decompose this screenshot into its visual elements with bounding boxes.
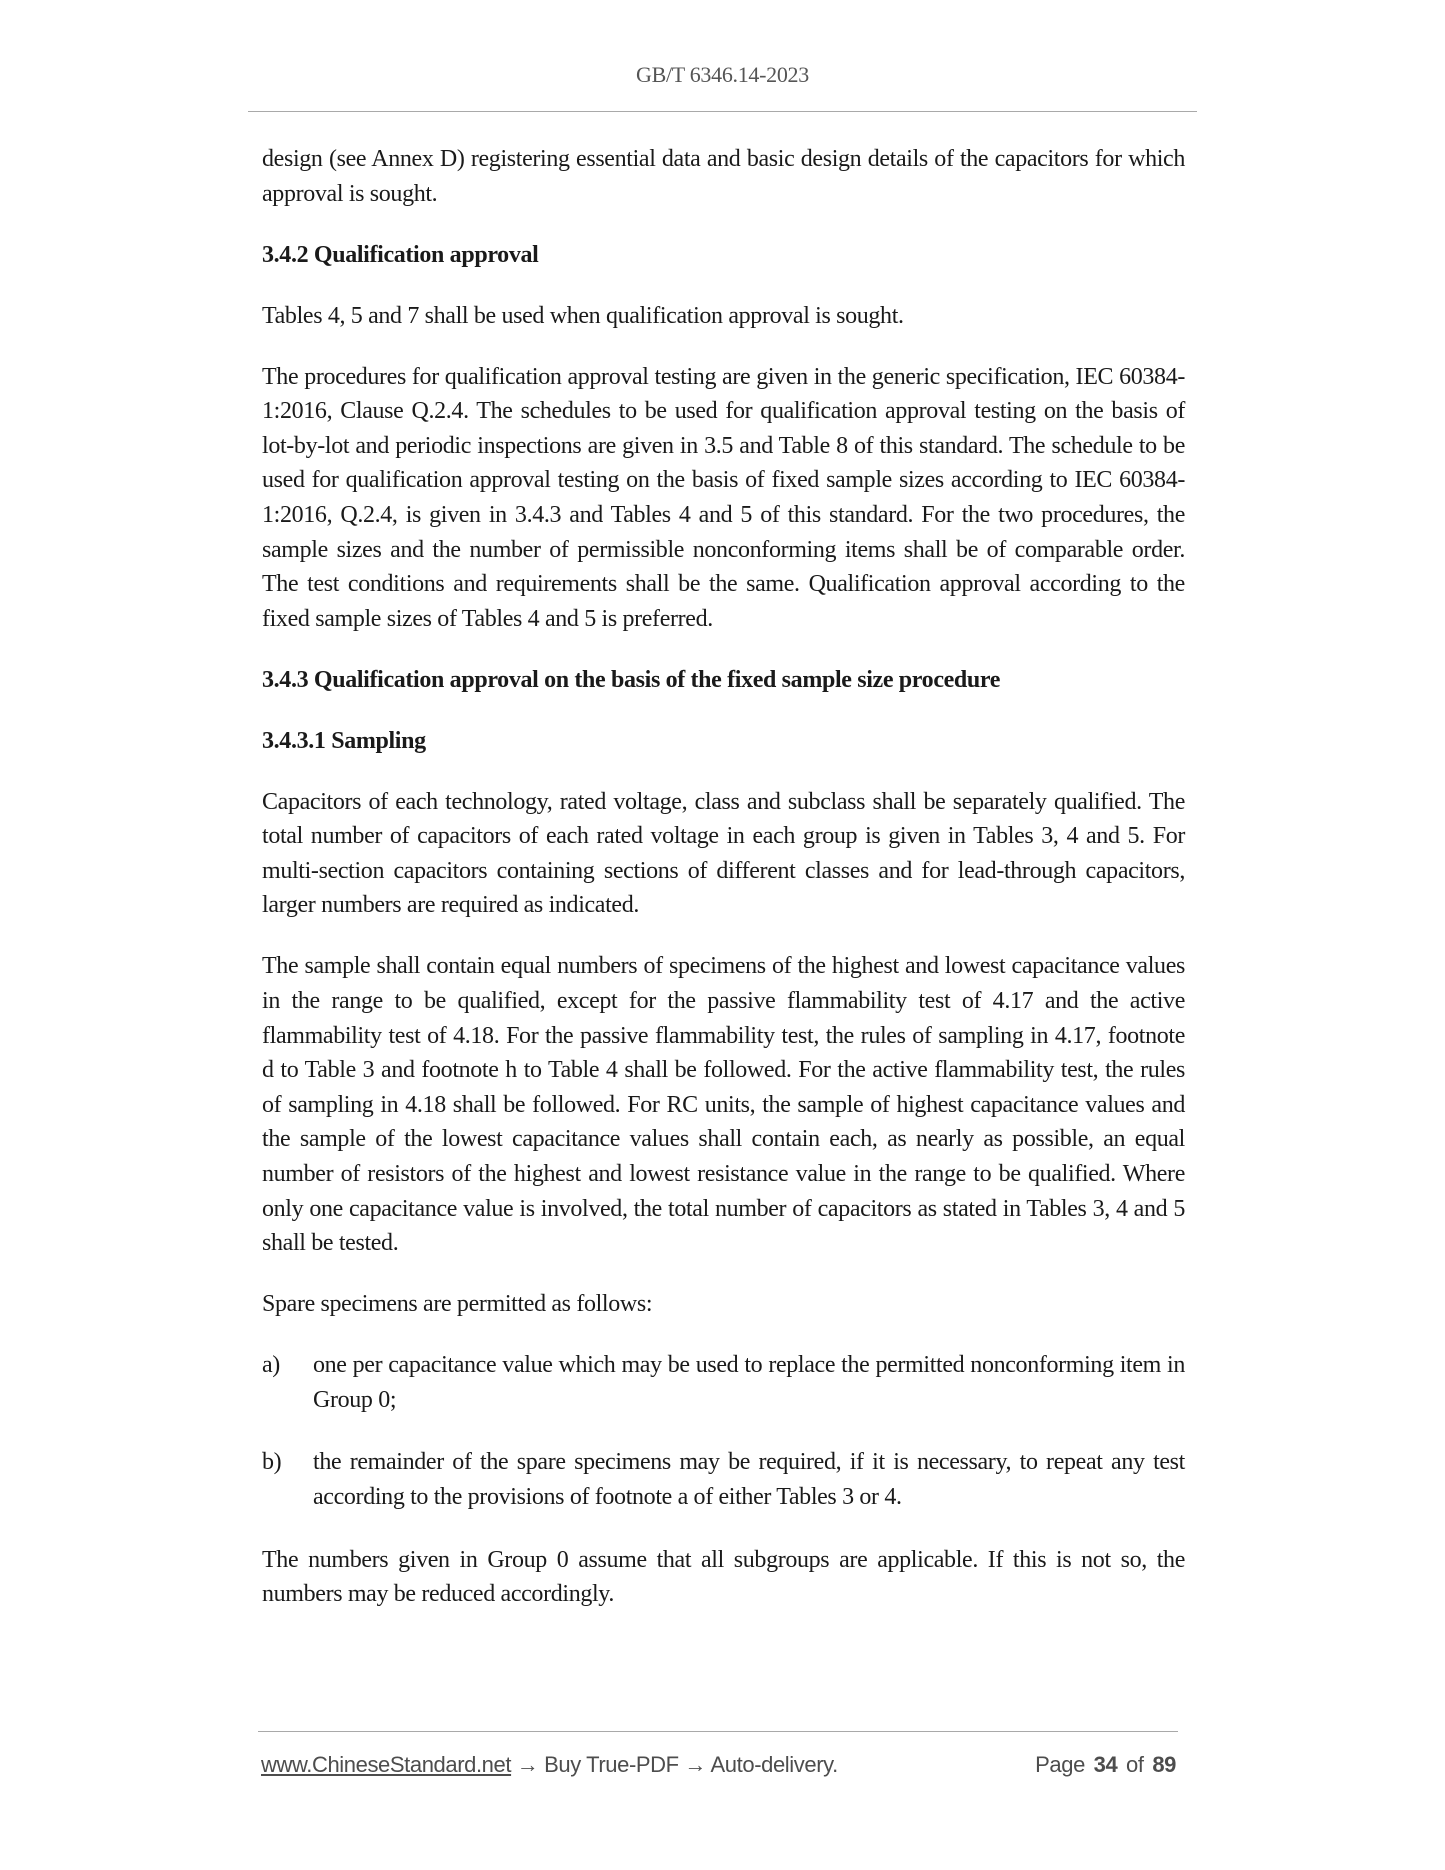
paragraph: Capacitors of each technology, rated voltage, class and subclass shall be separately qualified. The total number of capacitors of each rated voltage in each group is given in Tables 3, 4 and 5. For multi-section capacitors containing sections of different classes and for lead-through capacitors, larger numbers are required as indicated. <box>262 788 1185 919</box>
arrow-right-icon: → <box>516 1752 539 1777</box>
header-divider <box>248 111 1197 112</box>
page-body <box>262 142 1185 1638</box>
section-heading-3-4-3: 3.4.3 Qualification approval on the basis of the fixed sample size procedure <box>262 666 1001 693</box>
paragraph: Tables 4, 5 and 7 shall be used when qualification approval is sought. <box>262 302 904 329</box>
page-number <box>1032 1752 1176 1778</box>
page-total: 89 <box>1152 1752 1176 1777</box>
buy-text: Buy True-PDF <box>544 1752 679 1777</box>
paragraph: The sample shall contain equal numbers of specimens of the highest and lowest capacitance values in the range to be qualified, except for the passive flammability test of 4.17 and the active flammability test of 4.18. For the passive flammability test, the rules of sampling in 4.17, footnote d to Table 3 and footnote h to Table 4 shall be followed. For the active flammability test, the rules of sampling in 4.18 shall be followed. For RC units, the sample of highest capacitance values and the sample of the lowest capacitance values shall contain each, as nearly as possible, an equal number of resistors of the highest and lowest resistance value in the range to be qualified. Where only one capacitance value is involved, the total number of capacitors as stated in Tables 3, 4 and 5 shall be tested. <box>262 953 1185 1257</box>
page-current: 34 <box>1093 1752 1118 1777</box>
intro-paragraph: design (see Annex D) registering essential data and basic design details of the capacitors for which approval is sought. <box>262 146 1185 207</box>
section-heading-3-4-2: 3.4.2 Qualification approval <box>262 241 539 268</box>
delivery-text: Auto-delivery. <box>710 1752 838 1777</box>
site-link[interactable]: www.ChineseStandard.net <box>261 1752 512 1777</box>
section-heading-3-4-3-1: 3.4.3.1 Sampling <box>262 727 426 754</box>
footer-divider <box>258 1731 1178 1732</box>
page-of-label: of <box>1126 1752 1144 1777</box>
list-marker: a) <box>262 1352 280 1379</box>
page-footer <box>261 1752 1176 1778</box>
list-marker: b) <box>262 1449 282 1476</box>
list-item <box>262 1348 1185 1417</box>
running-header: GB/T 6346.14-2023 <box>636 62 809 87</box>
list-item-text: one per capacitance value which may be used to replace the permitted nonconforming item in Group 0; <box>313 1352 1185 1413</box>
paragraph: Spare specimens are permitted as follows: <box>262 1291 653 1318</box>
list-item <box>262 1445 1185 1514</box>
closing-paragraph: The numbers given in Group 0 assume that all subgroups are applicable. If this is not so, the numbers may be reduced accordingly. <box>262 1546 1185 1608</box>
footer-promo <box>261 1752 838 1778</box>
page-label: Page <box>1035 1752 1085 1777</box>
arrow-right-icon: → <box>684 1752 707 1777</box>
list-item-text: the remainder of the spare specimens may be required, if it is necessary, to repeat any test according to the provisions of footnote a of either Tables 3 or 4. <box>313 1449 1185 1510</box>
paragraph: The procedures for qualification approval testing are given in the generic specification, IEC 60384-1:2016, Clause Q.2.4. The schedules to be used for qualification approval testing on the basis of lot-by-lot and periodic inspections are given in 3.5 and Table 8 of this standard. The schedule to be used for qualification approval testing on the basis of fixed sample sizes according to IEC 60384-1:2016, Q.2.4, is given in 3.4.3 and Tables 4 and 5 of this standard. For the two procedures, the sample sizes and the number of permissible nonconforming items shall be of comparable order. The test conditions and requirements shall be the same. Qualification approval according to the fixed sample sizes of Tables 4 and 5 is preferred. <box>262 363 1185 632</box>
